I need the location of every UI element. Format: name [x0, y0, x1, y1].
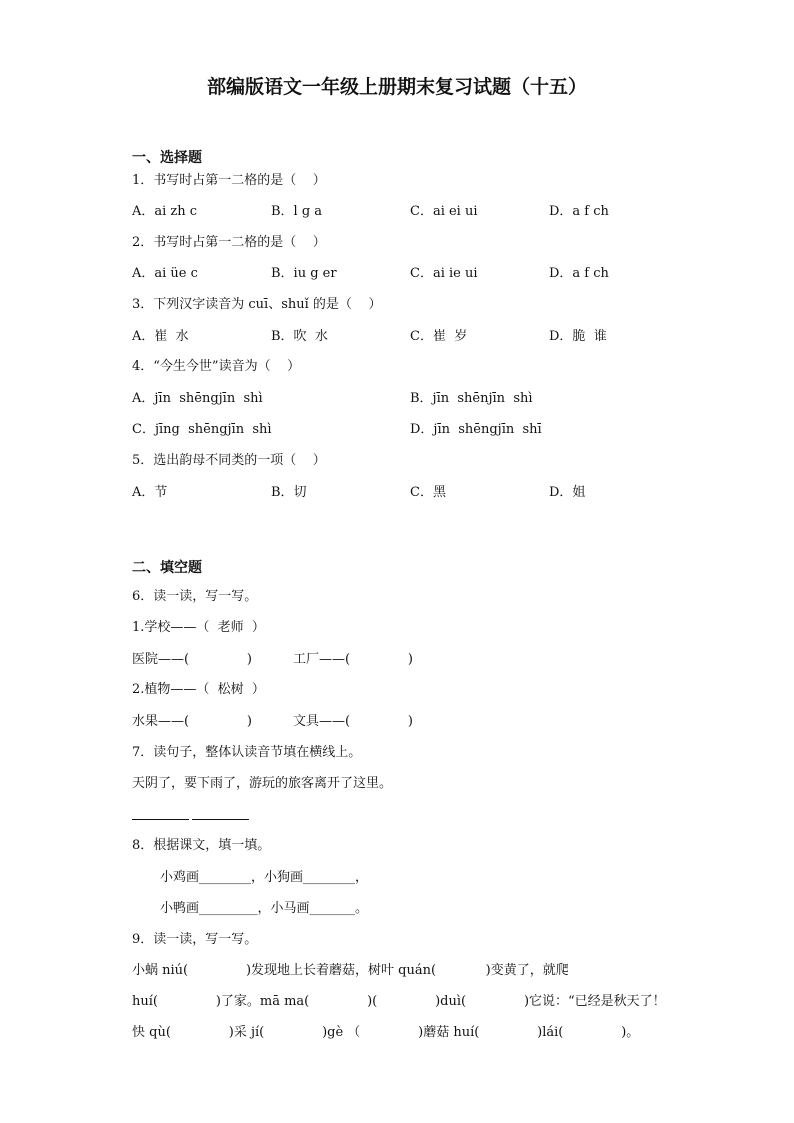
question-7-stem: 7．读句子，整体认读音节填在横线上。 — [132, 745, 362, 760]
question-8-line-2[interactable]: 小鸭画_________，小马画_______。 — [160, 901, 369, 916]
question-6-stem: 6．读一读，写一写。 — [132, 589, 258, 604]
question-6-blank-fruit[interactable]: 水果——( ) — [132, 714, 252, 729]
question-5-option-a: A．节 — [132, 485, 168, 500]
question-3-option-c: C．崔 岁 — [410, 329, 468, 344]
question-3-option-a: A．崔 水 — [132, 329, 189, 344]
question-6-example-1: 1.学校——（ 老师 ） — [132, 620, 265, 635]
question-6-blank-factory[interactable]: 工厂——( ) — [293, 652, 413, 667]
question-1-option-b: B．l g a — [271, 204, 323, 219]
question-7-answer-line-1[interactable] — [132, 819, 189, 820]
question-1-option-a: A．ai zh c — [132, 204, 198, 219]
question-8-stem: 8．根据课文，填一填。 — [132, 838, 271, 853]
question-5-option-d: D．姐 — [549, 485, 586, 500]
question-7-sentence: 天阴了，要下雨了，游玩的旅客离开了这里。 — [132, 776, 393, 791]
section-choice-heading: 一、选择题 — [132, 150, 202, 166]
question-3-option-d: D．脆 谁 — [549, 329, 607, 344]
question-9-line-2[interactable]: huí( )了家。mā ma( )( )duì( )它说：“已经是秋天了！ — [132, 994, 666, 1009]
question-5-option-b: B．切 — [271, 485, 307, 500]
question-3-stem: 3．下列汉字读音为 cuī、shuǐ 的是（ ） — [132, 297, 382, 312]
question-6-blank-stationery[interactable]: 文具——( ) — [293, 714, 413, 729]
question-2-option-c: C．ai ie ui — [410, 266, 478, 281]
page-title: 部编版语文一年级上册期末复习试题（十五） — [206, 76, 587, 98]
question-4-option-b: B．jīn shēnjīn shì — [410, 391, 533, 406]
question-4-option-c: C．jīng shēngjīn shì — [132, 422, 272, 437]
question-9-line-1[interactable]: 小蜗 niú( )发现地上长着蘑菇，树叶 quán( )变黄了，就爬 — [132, 963, 569, 978]
question-2-stem: 2．书写时占第一二格的是（ ） — [132, 235, 326, 250]
question-5-stem: 5．选出韵母不同类的一项（ ） — [132, 453, 326, 468]
question-3-option-b: B．吹 水 — [271, 329, 328, 344]
question-7-answer-line-2[interactable] — [192, 819, 249, 820]
question-5-option-c: C．黑 — [410, 485, 446, 500]
question-9-stem: 9．读一读，写一写。 — [132, 932, 258, 947]
question-1-option-d: D．a f ch — [549, 204, 609, 219]
question-6-example-2: 2.植物——（ 松树 ） — [132, 682, 265, 697]
section-fill-heading: 二、填空题 — [132, 560, 202, 576]
question-4-stem: 4．“今生今世”读音为（ ） — [132, 359, 301, 374]
question-1-option-c: C．ai ei ui — [410, 204, 478, 219]
question-2-option-a: A．ai üe c — [132, 266, 198, 281]
question-9-line-3[interactable]: 快 qù( )采 jí( )gè （ )蘑菇 huí( )lái( )。 — [132, 1025, 640, 1040]
question-1-stem: 1．书写时占第一二格的是（ ） — [132, 173, 326, 188]
question-8-line-1[interactable]: 小鸡画________，小狗画________， — [160, 870, 369, 885]
question-2-option-d: D．a f ch — [549, 266, 609, 281]
question-6-blank-hospital[interactable]: 医院——( ) — [132, 652, 252, 667]
question-4-option-d: D．jīn shēngjīn shī — [410, 422, 542, 437]
question-4-option-a: A．jīn shēngjīn shì — [132, 391, 263, 406]
question-2-option-b: B．iu g er — [271, 266, 337, 281]
